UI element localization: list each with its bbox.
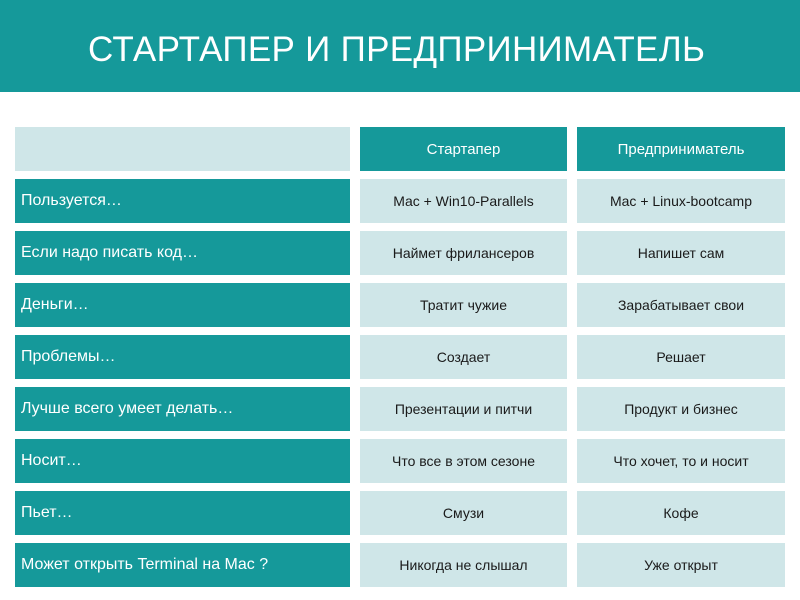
cell-startuper-uses: Mac + Win10-Parallels — [360, 179, 567, 223]
cell-startuper-money: Тратит чужие — [360, 283, 567, 327]
row-label-uses: Пользуется… — [15, 179, 350, 223]
row-label-problems: Проблемы… — [15, 335, 350, 379]
row-label-best-skill: Лучше всего умеет делать… — [15, 387, 350, 431]
comparison-table — [15, 127, 785, 587]
cell-entrepreneur-money: Зарабатывает свои — [577, 283, 785, 327]
cell-startuper-terminal: Никогда не слышал — [360, 543, 567, 587]
table-corner-cell — [15, 127, 350, 171]
cell-startuper-best-skill: Презентации и питчи — [360, 387, 567, 431]
column-header-entrepreneur: Предприниматель — [577, 127, 785, 171]
cell-entrepreneur-wears: Что хочет, то и носит — [577, 439, 785, 483]
row-label-wears: Носит… — [15, 439, 350, 483]
cell-entrepreneur-code: Напишет сам — [577, 231, 785, 275]
column-header-startuper: Стартапер — [360, 127, 567, 171]
cell-entrepreneur-uses: Mac + Linux-bootcamp — [577, 179, 785, 223]
cell-startuper-problems: Создает — [360, 335, 567, 379]
cell-entrepreneur-drinks: Кофе — [577, 491, 785, 535]
cell-entrepreneur-best-skill: Продукт и бизнес — [577, 387, 785, 431]
title-band — [0, 0, 800, 92]
row-label-money: Деньги… — [15, 283, 350, 327]
slide-title: СТАРТАПЕР И ПРЕДПРИНИМАТЕЛЬ — [88, 30, 706, 69]
cell-entrepreneur-terminal: Уже открыт — [577, 543, 785, 587]
cell-entrepreneur-problems: Решает — [577, 335, 785, 379]
cell-startuper-wears: Что все в этом сезоне — [360, 439, 567, 483]
row-label-code: Если надо писать код… — [15, 231, 350, 275]
cell-startuper-code: Наймет фрилансеров — [360, 231, 567, 275]
row-label-drinks: Пьет… — [15, 491, 350, 535]
row-label-terminal: Может открыть Terminal на Mac ? — [15, 543, 350, 587]
cell-startuper-drinks: Смузи — [360, 491, 567, 535]
